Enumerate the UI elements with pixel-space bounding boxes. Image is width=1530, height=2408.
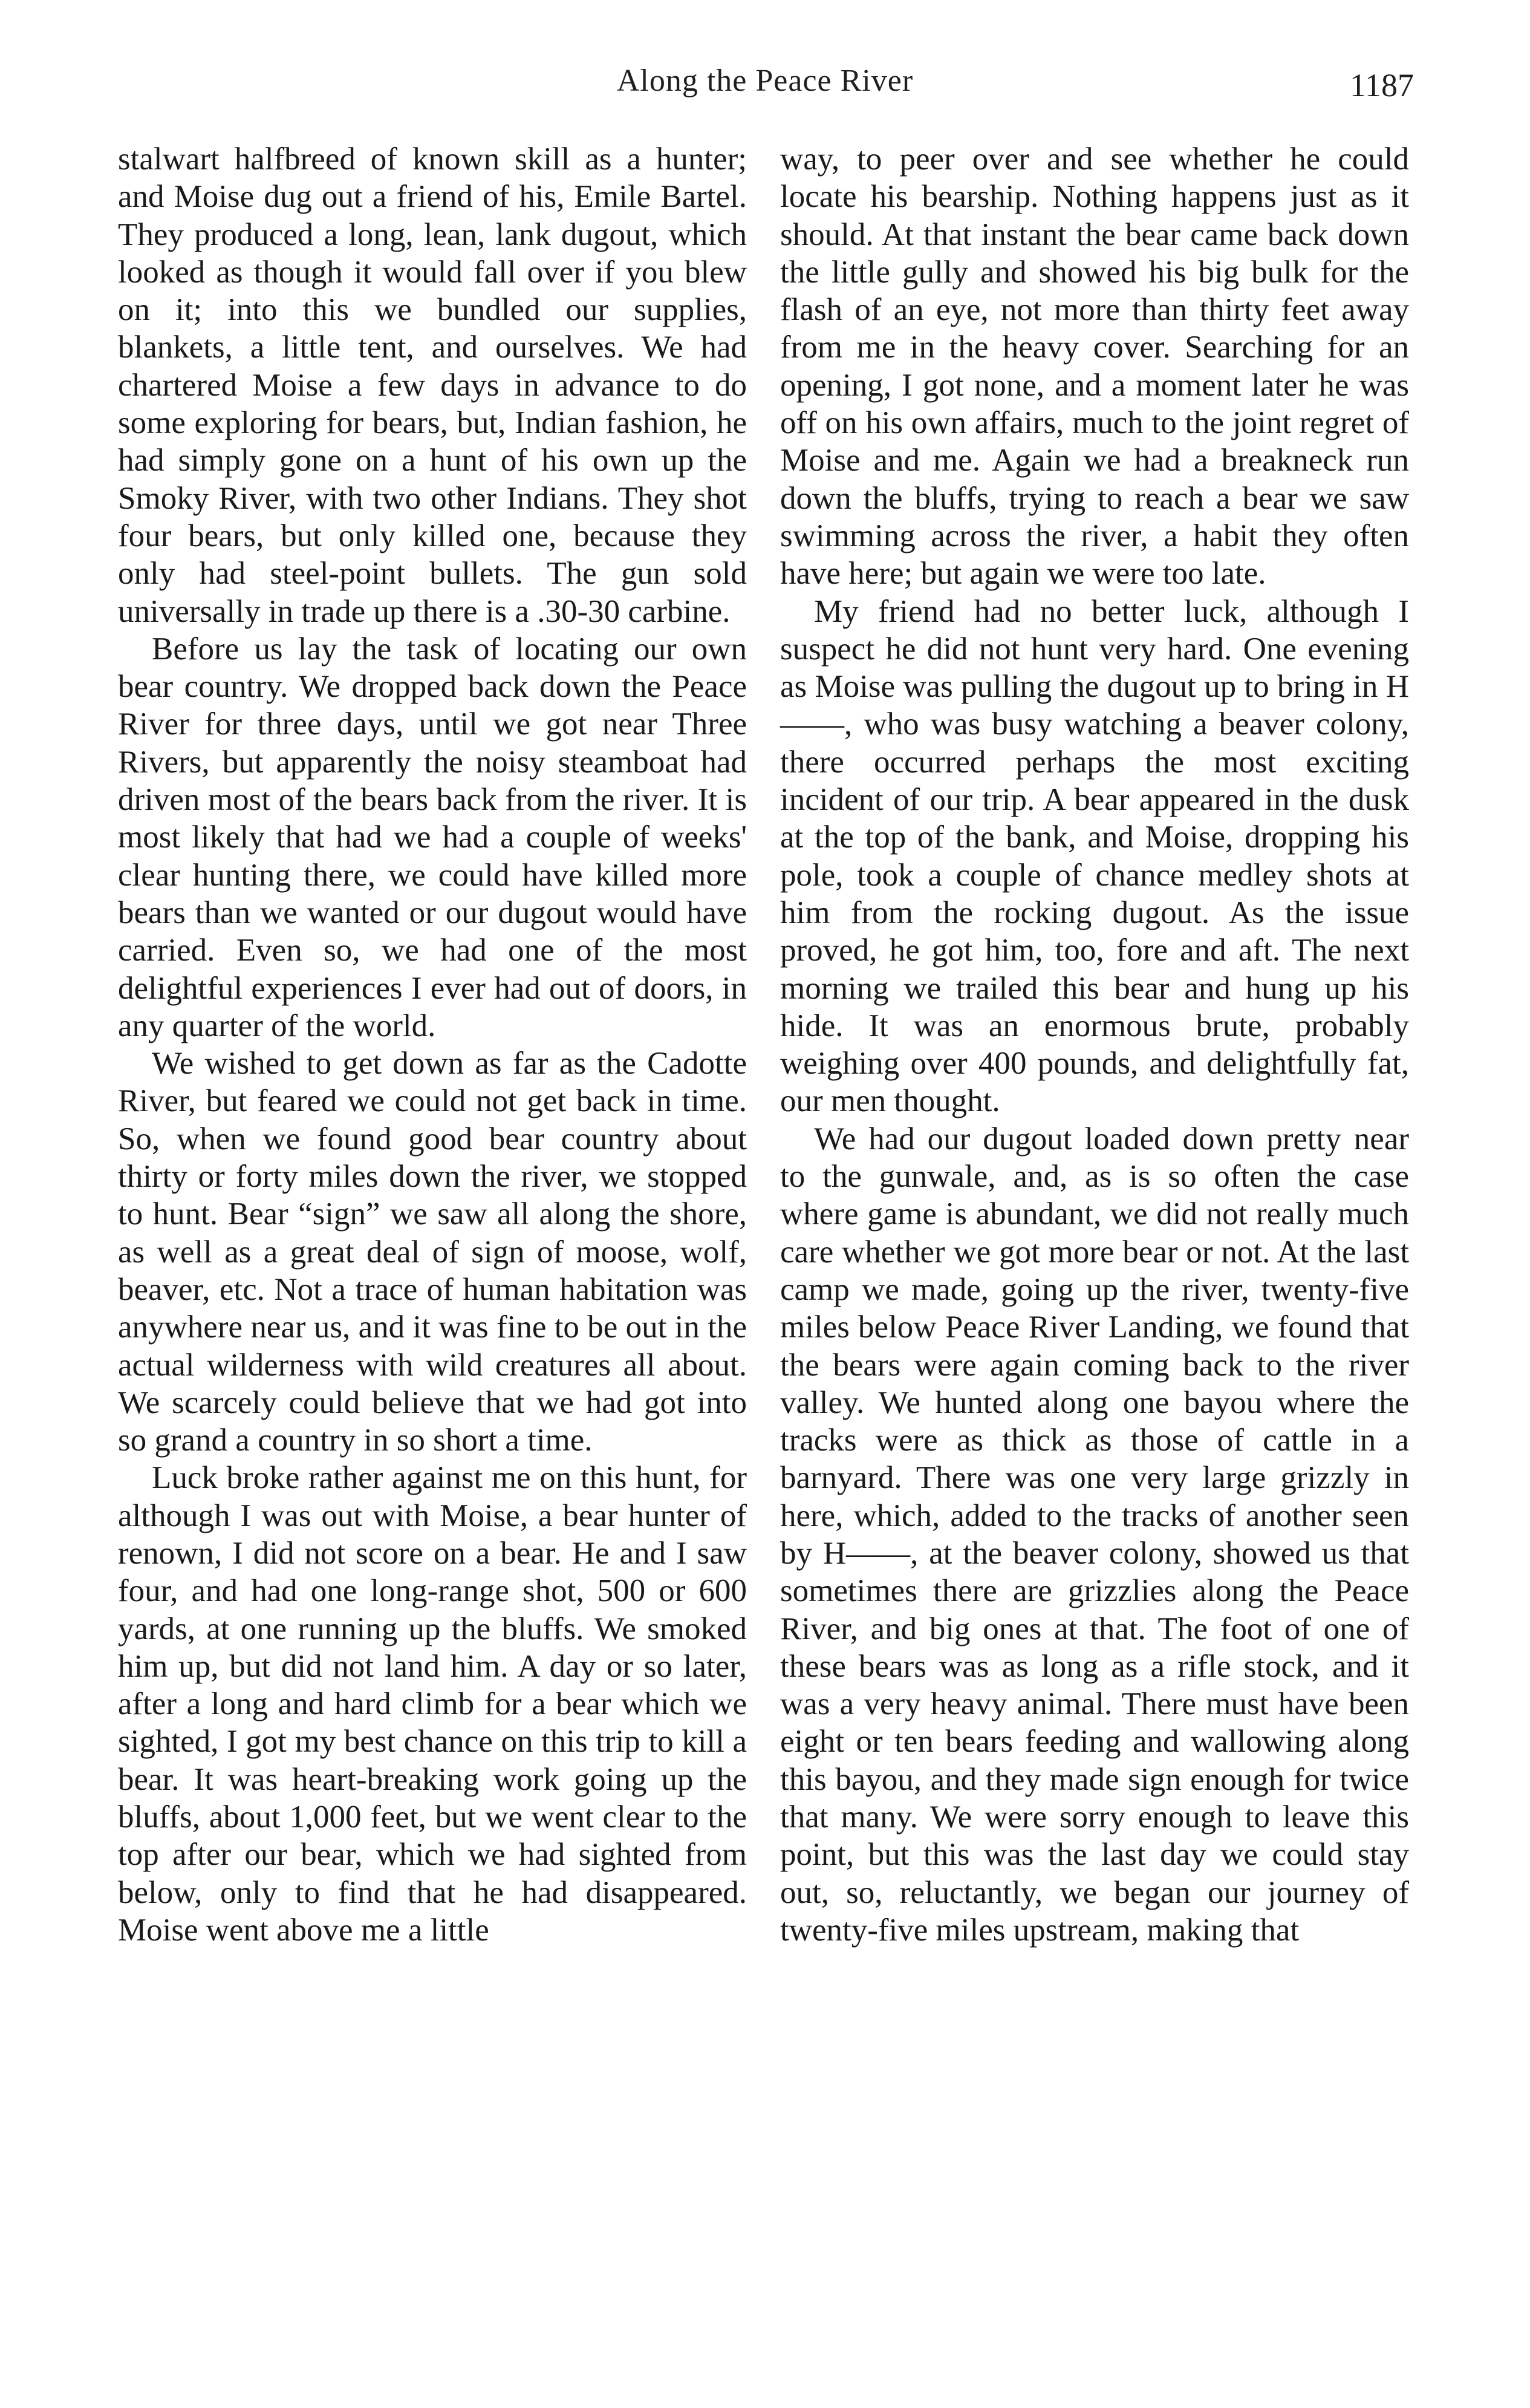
page-header bbox=[0, 63, 1530, 117]
paragraph: Before us lay the task of locating our own bear country. We dropped back down the Peace River for three days, until we got near Three Rivers, but apparently the noisy steamboat had driven most of the bears back from the river. It is most likely that had we had a couple of weeks' clear hunting there, we could have killed more bears than we wanted or our dugout would have carried. Even so, we had one of the most delightful experiences I ever had out of doors, in any quarter of the world. bbox=[118, 631, 747, 1043]
page-number: 1187 bbox=[1350, 67, 1414, 103]
right-column bbox=[780, 140, 1409, 1949]
paragraph: My friend had no better luck, although I suspect he did not hunt very hard. One evening as Moise was pulling the dugout up to bring in H——, who was busy watching a beaver colony, there occurred perhaps the most exciting incident of our trip. A bear appeared in the dusk at the top of the bank, and Moise, dropping his pole, took a couple of chance medley shots at him from the rocking dugout. As the issue proved, he got him, too, fore and aft. The next morning we trailed this bear and hung up his hide. It was an enormous brute, probably weighing over 400 pounds, and delightfully fat, our men thought. bbox=[780, 593, 1409, 1119]
paragraph: stalwart halfbreed of known skill as a hunter; and Moise dug out a friend of his, Emile Bartel. They produced a long, lean, lank dugout, which looked as though it would fall over if you blew on it; into this we bundled our supplies, blankets, a little tent, and ourselves. We had chartered Moise a few days in advance to do some exploring for bears, but, Indian fashion, he had simply gone on a hunt of his own up the Smoky River, with two other Indians. They shot four bears, but only killed one, because they only had steel-point bullets. The gun sold universally in trade up there is a .30-30 carbine. bbox=[118, 142, 747, 629]
paragraph: We had our dugout loaded down pretty near to the gunwale, and, as is so often the case where game is abundant, we did not really much care whether we got more bear or not. At the last camp we made, going up the river, twenty-five miles below Peace River Landing, we found that the bears were again coming back to the river valley. We hunted along one bayou where the tracks were as thick as those of cattle in a barnyard. There was one very large grizzly in here, which, added to the tracks of another seen by H——, at the beaver colony, showed us that sometimes there are grizzlies along the Peace River, and big ones at that. The foot of one of these bears was as long as a rifle stock, and it was a very heavy animal. There must have been eight or ten bears feeding and wallowing along this bayou, and they made sign enough for twice that many. We were sorry enough to leave this point, but this was the last day we could stay out, so, reluctantly, we began our journey of twenty-five miles upstream, making that bbox=[780, 1121, 1409, 1948]
paragraph: Luck broke rather against me on this hunt, for although I was out with Moise, a bear hunter of renown, I did not score on a bear. He and I saw four, and had one long-range shot, 500 or 600 yards, at one running up the bluffs. We smoked him up, but did not land him. A day or so later, after a long and hard climb for a bear which we sighted, I got my best chance on this trip to kill a bear. It was heart-breaking work going up the bluffs, about 1,000 feet, but we went clear to the top after our bear, which we had sighted from below, only to find that he had disappeared. Moise went above me a little bbox=[118, 1460, 747, 1948]
left-column bbox=[118, 140, 747, 1949]
paragraph: way, to peer over and see whether he could locate his bearship. Nothing happens just as it should. At that instant the bear came back down the little gully and showed his big bulk for the flash of an eye, not more than thirty feet away from me in the heavy cover. Searching for an opening, I got none, and a moment later he was off on his own affairs, much to the joint regret of Moise and me. Again we had a breakneck run down the bluffs, trying to reach a bear we saw swimming across the river, a habit they often have here; but again we were too late. bbox=[780, 142, 1409, 592]
paragraph: We wished to get down as far as the Cadotte River, but feared we could not get back in time. So, when we found good bear country about thirty or forty miles down the river, we stopped to hunt. Bear “sign” we saw all along the shore, as well as a great deal of sign of moose, wolf, beaver, etc. Not a trace of human habitation was anywhere near us, and it was fine to be out in the actual wilderness with wild creatures all about. We scarcely could believe that we had got into so grand a country in so short a time. bbox=[118, 1046, 747, 1458]
running-title: Along the Peace River bbox=[616, 64, 914, 98]
